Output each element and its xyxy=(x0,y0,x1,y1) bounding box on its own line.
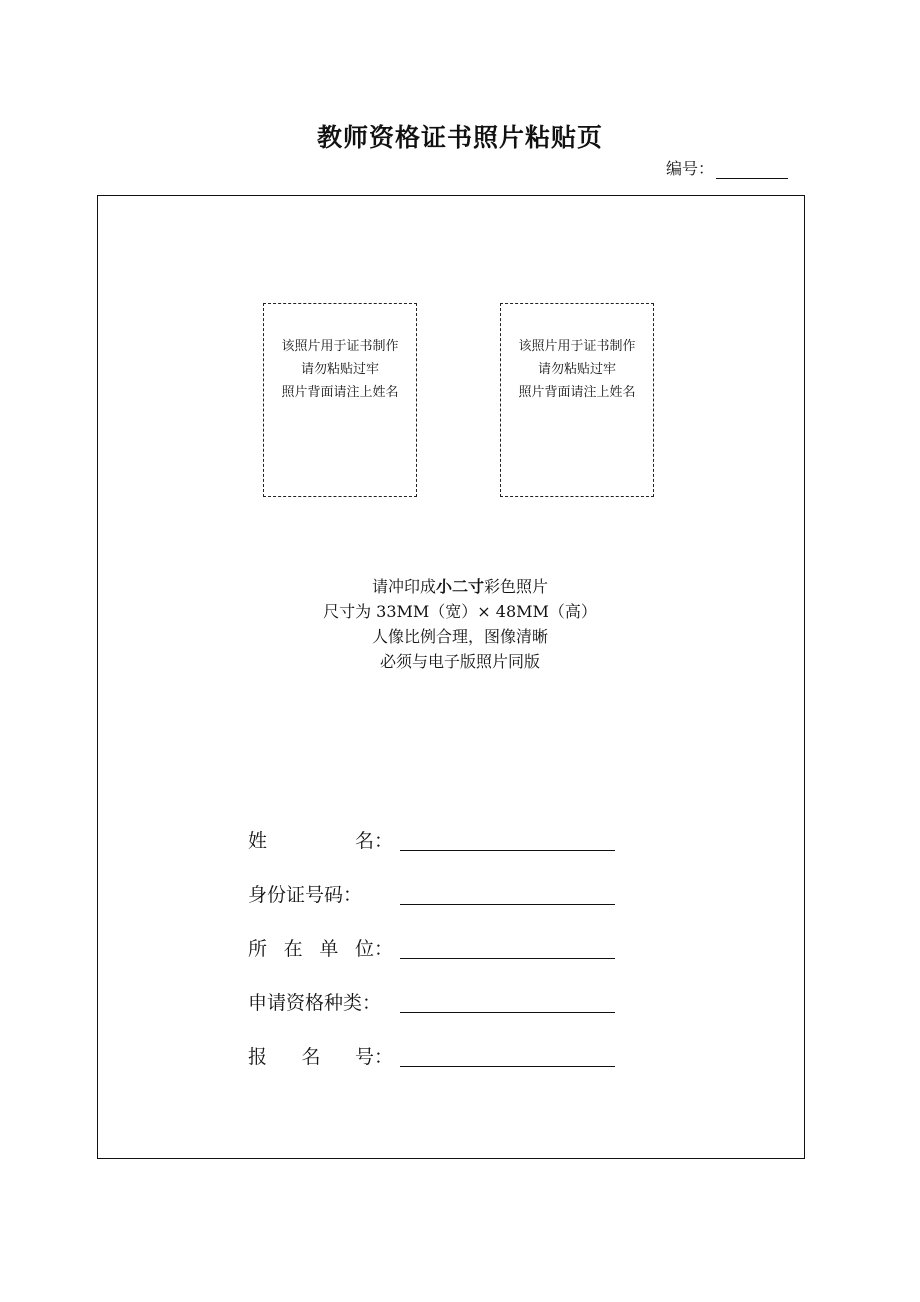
work-unit-input-line[interactable] xyxy=(400,958,615,959)
field-qualification-type-label: 申请资格种类： xyxy=(248,992,382,1014)
registration-number-input-line[interactable] xyxy=(400,1066,615,1067)
photo-note-line: 请勿粘贴过牢 xyxy=(537,362,616,377)
field-id-number-label: 身份证号码： xyxy=(248,884,363,906)
photo-note-line: 该照片用于证书制作 xyxy=(281,339,399,354)
field-work-unit-label xyxy=(248,934,398,961)
instruction-text: 彩色照片 xyxy=(484,577,549,596)
photo-note-line: 请勿粘贴过牢 xyxy=(300,362,379,377)
instruction-line-1 xyxy=(0,574,920,599)
label-colon: ： xyxy=(374,938,394,960)
field-name-label xyxy=(248,826,398,853)
photo-instructions xyxy=(0,574,920,674)
label-colon: ： xyxy=(374,1046,394,1068)
label-char: 位 xyxy=(354,938,374,960)
photo-note-line: 照片背面请注上姓名 xyxy=(281,385,399,400)
label-char: 号 xyxy=(354,1046,374,1068)
name-input-line[interactable] xyxy=(400,850,615,851)
label-colon: ： xyxy=(374,830,394,852)
id-number-input-line[interactable] xyxy=(400,904,615,905)
field-registration-number-label xyxy=(248,1042,398,1069)
label-char: 所 xyxy=(248,938,268,960)
page-title: 教师资格证书照片粘贴页 xyxy=(316,123,603,152)
label-char: 名 xyxy=(354,830,374,852)
label-char: 在 xyxy=(283,938,303,960)
label-char: 名 xyxy=(301,1046,321,1068)
label-char: 报 xyxy=(248,1046,268,1068)
form-frame xyxy=(97,195,805,1159)
photo-note-line: 照片背面请注上姓名 xyxy=(518,385,636,400)
photo-size-highlight: 小二寸 xyxy=(435,577,484,596)
label-char: 单 xyxy=(319,938,339,960)
photo-note-line: 该照片用于证书制作 xyxy=(518,339,636,354)
photo-slot-right[interactable] xyxy=(500,303,654,497)
qualification-type-input-line[interactable] xyxy=(400,1012,615,1013)
instruction-line-4: 必须与电子版照片同版 xyxy=(379,652,540,671)
serial-number-label: 编号： xyxy=(666,159,715,178)
instruction-line-2: 尺寸为 33MM（宽）× 48MM（高） xyxy=(323,602,597,621)
serial-number-row xyxy=(666,156,788,179)
instruction-line-3: 人像比例合理，图像清晰 xyxy=(371,627,548,646)
photo-slot-left[interactable] xyxy=(263,303,417,497)
label-char: 姓 xyxy=(248,830,268,852)
instruction-text: 请冲印成 xyxy=(371,577,436,596)
serial-number-blank[interactable] xyxy=(716,160,788,179)
